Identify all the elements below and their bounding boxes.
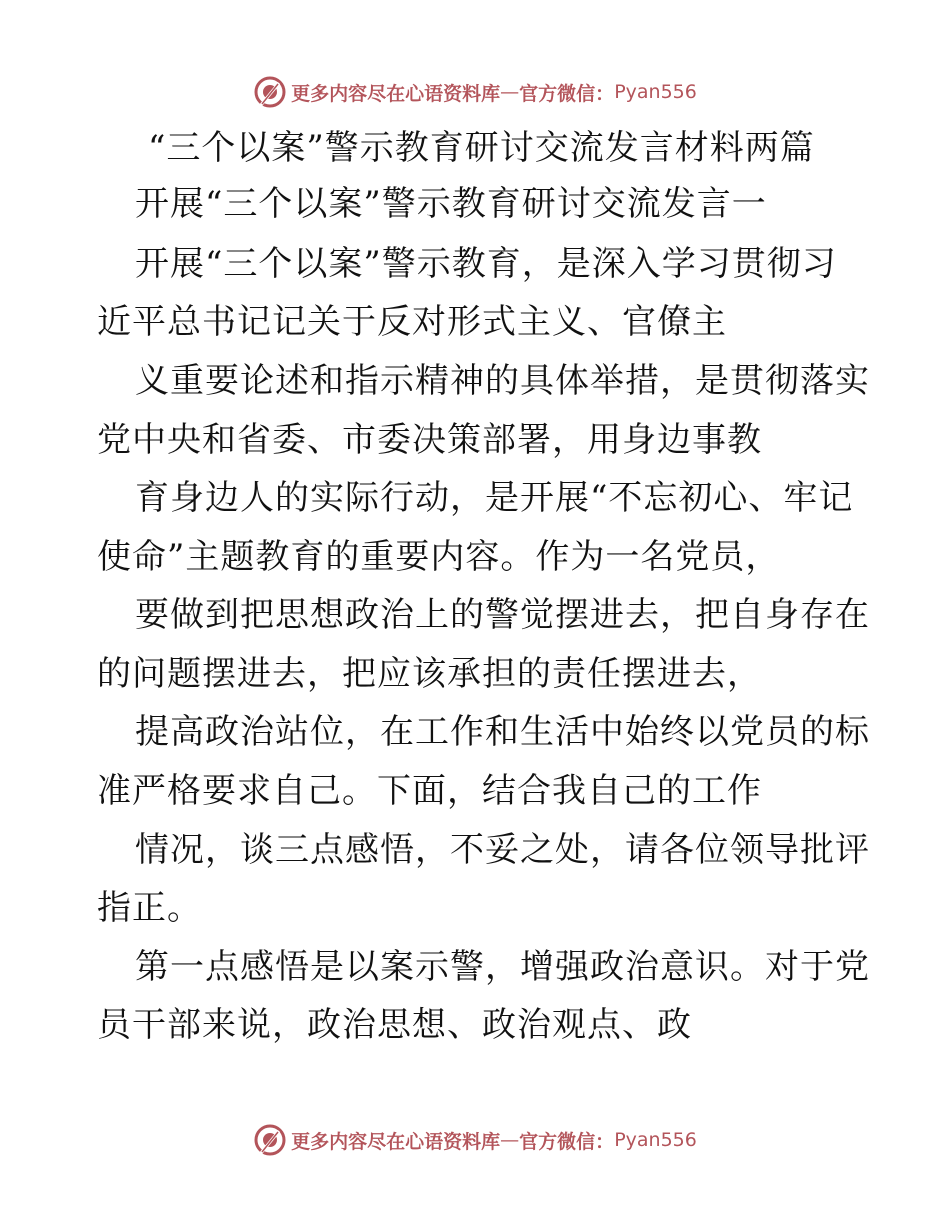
paragraph-line: 指正。: [97, 888, 202, 928]
watermark-text: 更多内容尽在心语资料库: [291, 82, 501, 105]
paragraph-line: 使命”主题教育的重要内容。作为一名党员，: [97, 537, 781, 577]
paragraph-line: 情况，谈三点感悟，不妥之处，请各位领导批评: [135, 830, 870, 870]
paragraph-line: 提高政治站位，在工作和生活中始终以党员的标: [135, 712, 870, 752]
paragraph-line: 员干部来说，政治思想、政治观点、政: [97, 1005, 692, 1045]
document-subtitle: 开展“三个以案”警示教育研讨交流发言一: [135, 184, 767, 224]
watermark-separator: —: [500, 1129, 520, 1151]
watermark-header: [0, 72, 950, 112]
logo-icon: [253, 75, 287, 109]
paragraph-line: 的问题摆进去，把应该承担的责任摆进去，: [97, 654, 762, 694]
paragraph-line: 要做到把思想政治上的警觉摆进去，把自身存在: [135, 595, 870, 635]
paragraph-line: 义重要论述和指示精神的具体举措，是贯彻落实: [135, 361, 870, 401]
watermark-label: 官方微信：: [519, 1130, 615, 1153]
paragraph-line: 近平总书记记关于反对形式主义、官僚主: [97, 302, 727, 342]
paragraph-line: 育身边人的实际行动，是开展“不忘初心、牢记: [135, 478, 854, 518]
paragraph-line: 第一点感悟是以案示警，增强政治意识。对于党: [135, 947, 870, 987]
watermark-separator: —: [500, 81, 520, 103]
watermark-id: Pyan556: [614, 1129, 697, 1151]
paragraph-line: 开展“三个以案”警示教育，是深入学习贯彻习: [135, 244, 837, 284]
paragraph-line: 准严格要求自己。下面，结合我自己的工作: [97, 771, 762, 811]
watermark-id: Pyan556: [614, 81, 697, 103]
watermark-text: 更多内容尽在心语资料库: [291, 1130, 501, 1153]
watermark-label: 官方微信：: [519, 82, 615, 105]
paragraph-line: 党中央和省委、市委决策部署，用身边事教: [97, 420, 762, 460]
document-title: “三个以案”警示教育研讨交流发言材料两篇: [148, 128, 815, 168]
watermark-footer: [0, 1120, 950, 1160]
logo-icon: [253, 1123, 287, 1157]
